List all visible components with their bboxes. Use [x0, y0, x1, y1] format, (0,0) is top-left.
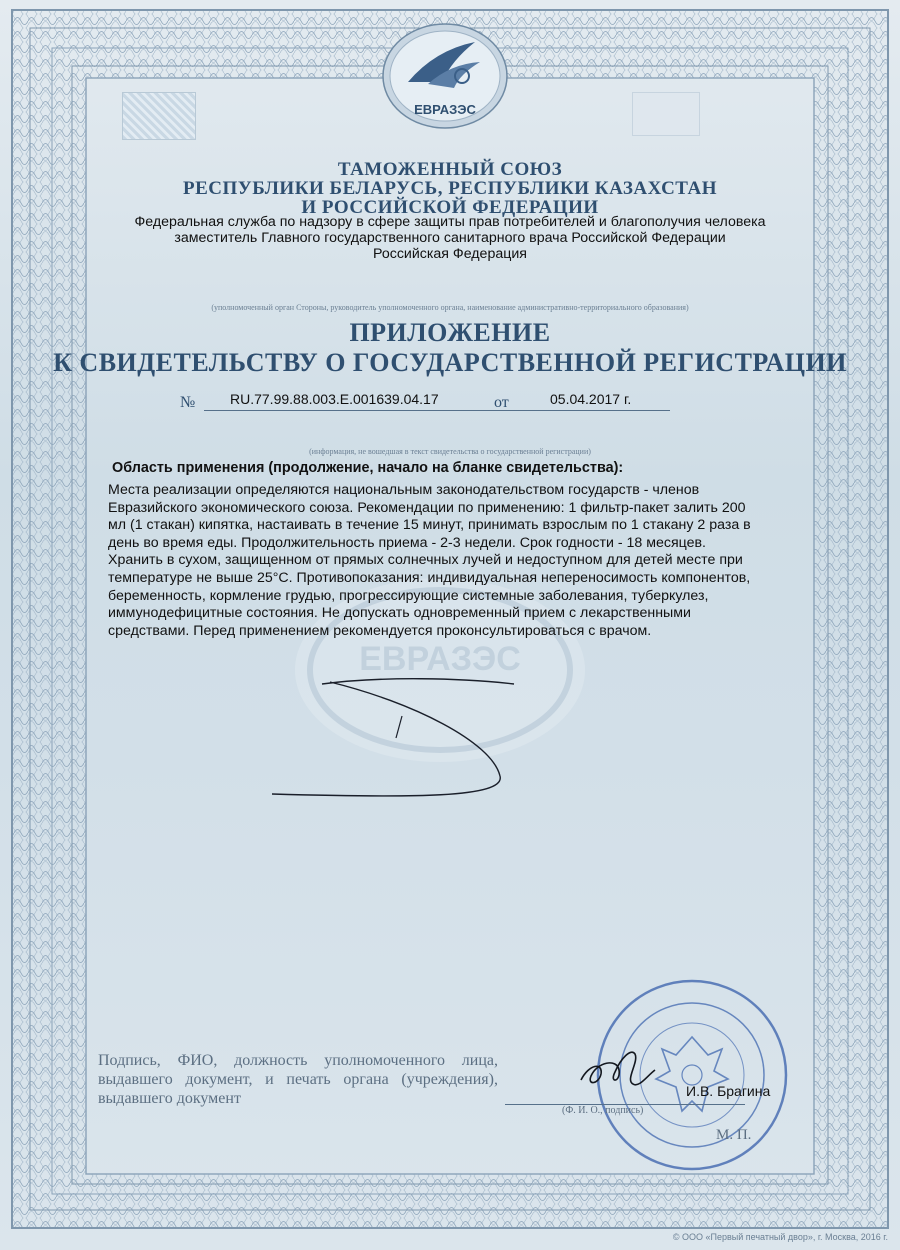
scope-line-2: Евразийского экономического союза. Рекомендации по применению: 1 фильтр-пакет залить 200	[108, 499, 746, 516]
agency-line-2: заместитель Главного государственного санитарного врача Российской Федерации	[174, 230, 726, 246]
printer-imprint: © ООО «Первый печатный двор», г. Москва, 2016 г.	[672, 1232, 888, 1242]
double-eagle-icon	[656, 1037, 728, 1111]
number-label: №	[180, 394, 196, 411]
authority-hint: (уполномоченный орган Стороны, руководитель уполномоченного органа, наименование административно-территориального образования)	[211, 303, 689, 312]
seal-place-label: М. П.	[716, 1127, 752, 1143]
title-line-2: К СВИДЕТЕЛЬСТВУ О ГОСУДАРСТВЕННОЙ РЕГИСТРАЦИИ	[53, 348, 847, 377]
scope-heading: Область применения (продолжение, начало на бланке свидетельства):	[112, 460, 624, 476]
logo-text: ЕВРАЗЭС	[414, 102, 476, 117]
info-hint: (информация, не вошедшая в текст свидетельства о государственной регистрации)	[309, 447, 591, 456]
registration-number: RU.77.99.88.003.E.001639.04.17	[230, 391, 439, 407]
title-line-1: ПРИЛОЖЕНИЕ	[349, 318, 551, 347]
watermark-text: ЕВРАЗЭС	[359, 640, 521, 678]
hologram-sticker	[122, 92, 196, 140]
agency-line-3: Российская Федерация	[373, 246, 527, 262]
registration-line	[180, 390, 740, 414]
signature-caption: Подпись, ФИО, должность уполномоченного лица, выдавшего документ, и печать органа (учреждения), выдавшего документ	[98, 1052, 498, 1107]
union-line-2: РЕСПУБЛИКИ БЕЛАРУСЬ, РЕСПУБЛИКИ КАЗАХСТАН	[182, 178, 718, 199]
eurasec-emblem-icon	[380, 20, 510, 130]
agency-line-1: Федеральная служба по надзору в сфере защиты прав потребителей и благополучия человека	[134, 214, 766, 230]
scope-line-6: температуре не выше 25°С. Противопоказания: индивидуальная непереносимость компонентов,	[108, 569, 751, 586]
scope-section	[108, 460, 798, 640]
signature-hint: (Ф. И. О., подпись)	[562, 1105, 644, 1116]
issuing-agency	[0, 214, 900, 262]
handwritten-strike-signature	[262, 672, 532, 804]
signer-name: И.В. Брагина	[686, 1083, 771, 1099]
scope-line-4: день во время еды. Продолжительность приема - 2-3 недели. Срок годности - 18 месяцев.	[108, 534, 706, 551]
scope-line-7: беременность, кормление грудью, прогрессирующие системные заболевания, туберкулез,	[108, 587, 709, 604]
scope-line-5: Хранить в сухом, защищенном от прямых солнечных лучей и недоступном для детей месте при	[108, 552, 743, 569]
registration-date: 05.04.2017 г.	[550, 391, 632, 407]
scope-line-9: средствами. Перед применением рекомендуется проконсультироваться с врачом.	[108, 622, 652, 639]
scope-line-3: мл (1 стакан) кипятка, настаивать в течение 15 минут, принимать взрослым по 1 стакану 2 раза в	[108, 517, 751, 534]
scope-line-1: Места реализации определяются национальным законодательством государств - членов	[108, 482, 700, 498]
union-line-1: ТАМОЖЕННЫЙ СОЮЗ	[337, 159, 563, 180]
scope-line-8: иммунодефицитные состояния. Не допускать одновременный прием с лекарственными	[108, 605, 691, 622]
customs-union-heading	[0, 160, 900, 217]
date-label: от	[494, 394, 509, 411]
union-line-3: И РОССИЙСКОЙ ФЕДЕРАЦИИ	[301, 197, 599, 218]
page-title	[0, 318, 900, 378]
paper-patch	[632, 92, 700, 136]
signer-signature	[575, 1040, 665, 1100]
